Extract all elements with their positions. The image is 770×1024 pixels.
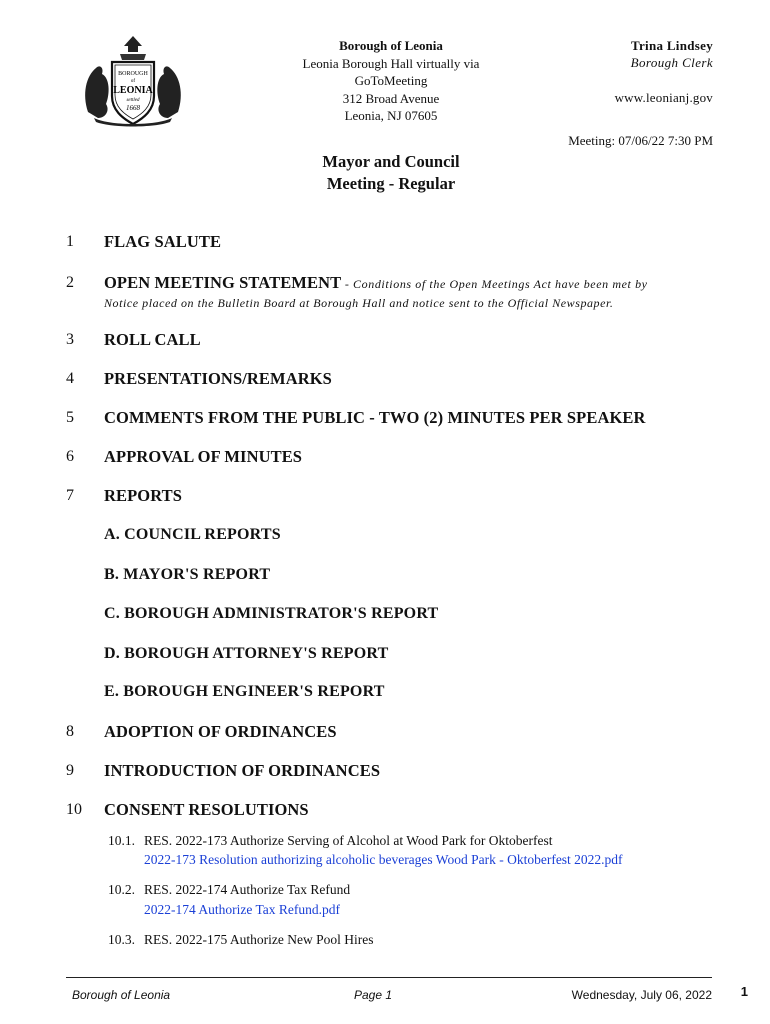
open-meeting-note-continued: Notice placed on the Bulletin Board at Borough Hall and notice sent to the Official Newspaper. [104,296,614,310]
agenda-item-title: FLAG SALUTE [104,232,222,251]
resolution-number: 10.3. [108,932,135,947]
seal-text-name: LEONIA [113,85,153,96]
agenda-number: 5 [66,409,74,426]
address-line-2: Leonia, NJ 07605 [344,108,438,123]
borough-seal-icon [80,34,186,128]
agenda-item-title: ROLL CALL [104,330,201,349]
page-title [290,151,492,195]
agenda-item-title: INTRODUCTION OF ORDINANCES [104,761,381,780]
footer-organization: Borough of Leonia [72,988,171,1002]
resolution-number: 10.2. [108,882,135,897]
location-line-1: Leonia Borough Hall virtually via [302,55,480,71]
address-line-1: 312 Broad Avenue [342,90,440,106]
agenda-number: 10 [66,801,82,818]
report-item: C. BOROUGH ADMINISTRATOR'S REPORT [104,605,439,622]
attachment-link[interactable]: 2022-174 Authorize Tax Refund.pdf [144,902,341,917]
header-center [290,37,492,125]
footer-date: Wednesday, July 06, 2022 [571,988,712,1002]
agenda-item-title-text: OPEN MEETING STATEMENT [104,273,342,292]
agenda-number: 9 [66,762,74,779]
agenda-item-title: CONSENT RESOLUTIONS [104,800,309,819]
seal-text-of: of [130,79,136,84]
agenda-number: 2 [66,274,74,291]
title-line-1: Mayor and Council [322,152,460,171]
seal-text-settled: settled [126,98,140,103]
footer-page-label: Page 1 [354,988,393,1002]
agenda-item-title: COMMENTS FROM THE PUBLIC - TWO (2) MINUTES PER SPEAKER [104,408,646,427]
clerk-title: Borough Clerk [630,55,713,70]
agenda-number: 8 [66,723,74,740]
seal-text-top: BOROUGH [118,71,148,77]
agenda-item-title: ADOPTION OF ORDINANCES [104,722,337,741]
title-line-2: Meeting - Regular [326,174,456,193]
page-number: 1 [740,984,748,999]
agenda-number: 3 [66,331,74,348]
report-item: B. MAYOR'S REPORT [104,566,271,583]
agenda-item-title [104,273,648,293]
agenda-item-title: REPORTS [104,486,183,505]
report-item: E. BOROUGH ENGINEER'S REPORT [104,683,385,700]
report-item: A. COUNCIL REPORTS [104,526,281,543]
website: www.leonianj.gov [614,90,713,105]
agenda-number: 4 [66,370,74,387]
header-right [615,37,713,106]
open-meeting-note: - Conditions of the Open Meetings Act have been met by [341,277,648,291]
resolution-text: RES. 2022-173 Authorize Serving of Alcohol at Wood Park for Oktoberfest [144,833,553,848]
location-line-2: GoToMeeting [354,73,428,88]
clerk-name: Trina Lindsey [630,38,713,53]
resolution-item [108,882,350,898]
resolution-number: 10.1. [108,833,135,848]
agenda-item-title: PRESENTATIONS/REMARKS [104,369,332,388]
seal-text-year: 1668 [126,104,140,112]
resolution-text: RES. 2022-174 Authorize Tax Refund [144,882,351,897]
resolution-item [108,932,373,948]
agenda-number: 1 [66,233,74,250]
agenda-number: 6 [66,448,74,465]
footer-divider [66,977,712,978]
organization-name: Borough of Leonia [339,38,443,53]
agenda-item-title: APPROVAL OF MINUTES [104,447,303,466]
resolution-item [108,833,552,849]
agenda-number: 7 [66,487,74,504]
report-item: D. BOROUGH ATTORNEY'S REPORT [104,645,389,662]
meeting-datetime: Meeting: 07/06/22 7:30 PM [568,133,713,148]
resolution-text: RES. 2022-175 Authorize New Pool Hires [144,932,374,947]
attachment-link[interactable]: 2022-173 Resolution authorizing alcoholic beverages Wood Park - Oktoberfest 2022.pdf [144,852,623,867]
